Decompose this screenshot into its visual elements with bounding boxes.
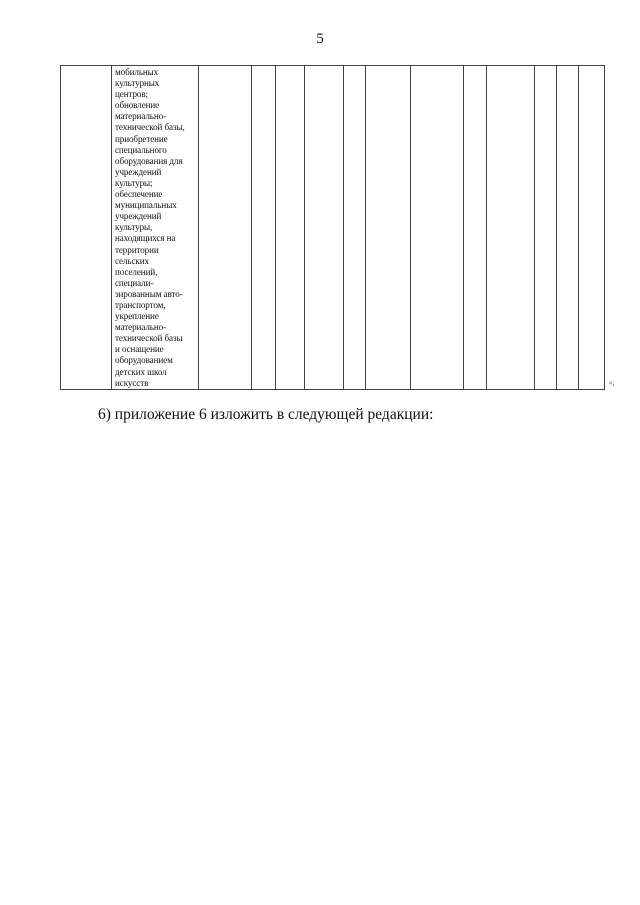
table-cell-number bbox=[61, 66, 112, 390]
table-cell bbox=[366, 66, 411, 390]
table-cell bbox=[411, 66, 464, 390]
table-cell-description bbox=[112, 66, 199, 390]
program-table bbox=[60, 65, 605, 390]
description-text: мобильных культурных центров; обновление материально- технической базы, приобретение специального оборудования для учреждений культуры; обеспечение муниципальных учреждений культуры, находящихся на территории сельских поселений, специали- зированным авто- транспортом, укрепление материально- технической базы и оснащение оборудованием детских школ искусств bbox=[115, 67, 185, 388]
table-cell bbox=[199, 66, 252, 390]
table-cell bbox=[579, 66, 605, 390]
table-cell bbox=[252, 66, 276, 390]
table-cell bbox=[487, 66, 535, 390]
table-cell bbox=[535, 66, 557, 390]
table-cell bbox=[557, 66, 579, 390]
page-number: 5 bbox=[316, 31, 324, 47]
table-row bbox=[61, 66, 605, 390]
table-cell bbox=[464, 66, 487, 390]
body-paragraph: 6) приложение 6 изложить в следующей редакции: bbox=[98, 406, 434, 423]
table-cell bbox=[305, 66, 344, 390]
table-cell bbox=[276, 66, 305, 390]
table-cell bbox=[344, 66, 366, 390]
closing-quote-mark: »; bbox=[609, 379, 615, 387]
